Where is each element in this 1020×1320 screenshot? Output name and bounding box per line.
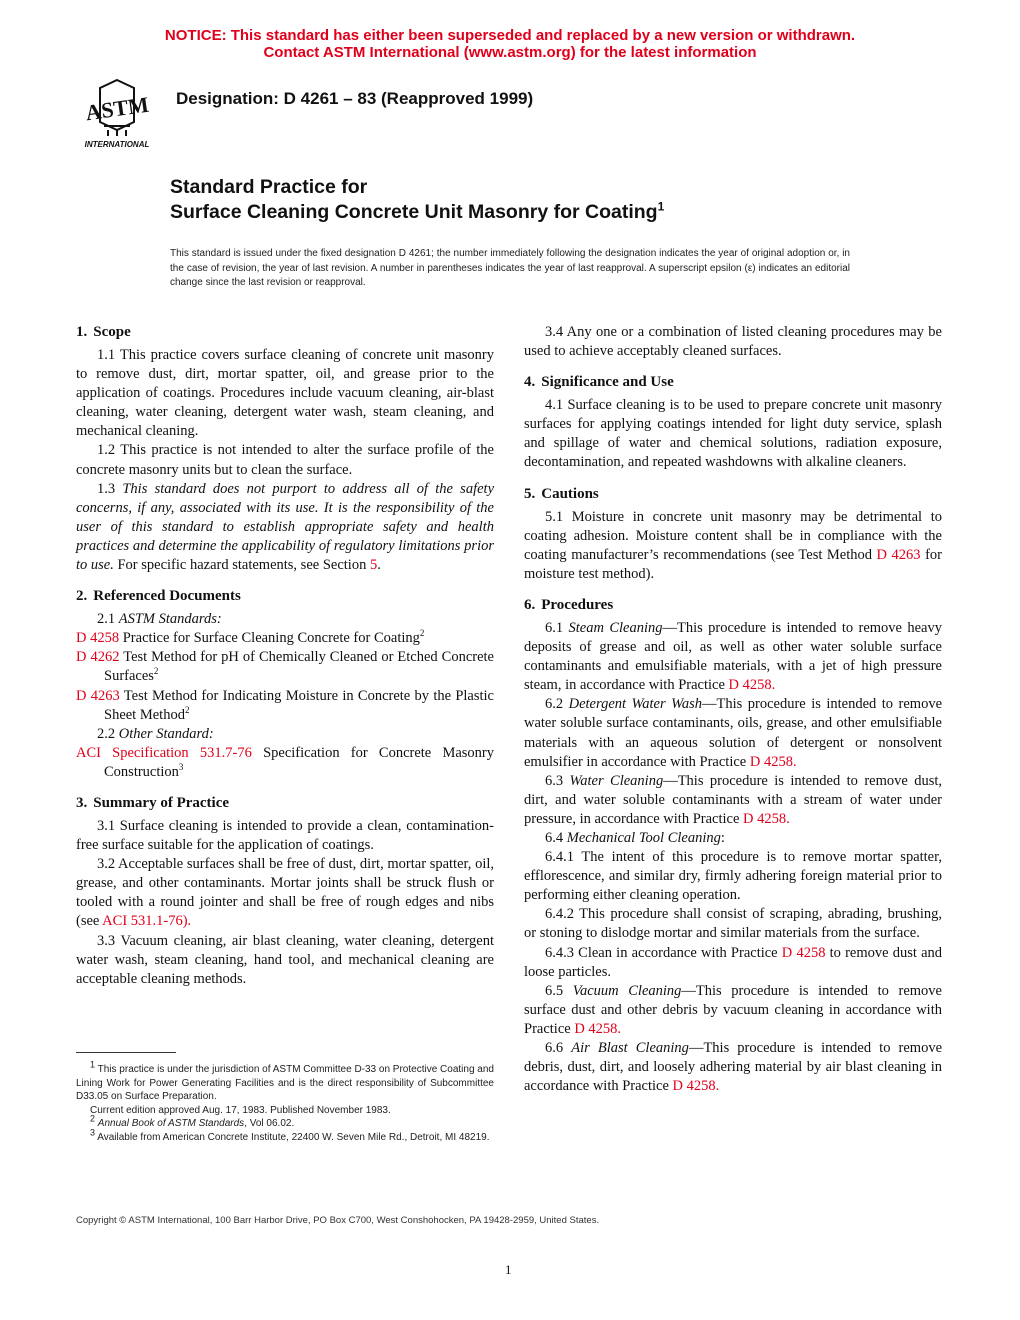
copyright: Copyright © ASTM International, 100 Barr Harbor Drive, PO Box C700, West Conshohocken, PA 19428-2959, United States. xyxy=(76,1215,600,1226)
para-6-3: 6.3 Water Cleaning—This procedure is intended to remove dust, dirt, and water soluble contaminants with a stream of water under pressure, in accordance with Practice D 4258. xyxy=(524,772,942,827)
withdrawal-notice xyxy=(0,27,1020,61)
section-5-heading: 5. Cautions xyxy=(524,485,599,502)
para-2-1: 2.1 ASTM Standards: xyxy=(97,611,222,628)
d4258-link-6-3[interactable]: D 4258. xyxy=(743,810,790,827)
notice-line-2: Contact ASTM International (www.astm.org) for the latest information xyxy=(263,44,757,61)
para-2-2: 2.2 Other Standard: xyxy=(97,725,214,742)
aci-531-link[interactable]: ACI 531.1-76). xyxy=(102,913,192,930)
ref-d4262-link[interactable]: D 4262 xyxy=(76,649,120,666)
para-1-2: 1.2 This practice is not intended to alter the surface profile of the concrete masonry units but to clean the surface. xyxy=(76,442,494,478)
section-1-heading: 1. Scope xyxy=(76,324,131,340)
para-6-6: 6.6 Air Blast Cleaning—This procedure is intended to remove debris, dust, dirt, and loosely adhering material by air blast cleaning in accordance with Practice D 4258. xyxy=(524,1040,943,1095)
title-footnote-mark: 1 xyxy=(657,199,665,214)
section-2-heading: 2. Referenced Documents xyxy=(76,588,241,605)
para-6-2: 6.2 Detergent Water Wash—This procedure is intended to remove water soluble surface contaminants, oils, grease, and other emulsifiable materials with an aqueous solution of detergent or nonsolvent emulsifier in accordance with Practice D 4258. xyxy=(524,696,943,770)
ref-aci-link[interactable]: ACI Specification 531.7-76 xyxy=(76,744,252,761)
title-line-2: Surface Cleaning Concrete Unit Masonry for Coating$^1$ xyxy=(170,199,665,223)
d4258-link-6-6[interactable]: D 4258. xyxy=(672,1078,720,1095)
d4258-link-6-1[interactable]: D 4258. xyxy=(728,677,776,694)
ref-d4263-link[interactable]: D 4263 xyxy=(76,687,120,704)
issuance-note: This standard is issued under the fixed designation D 4261; the number immediately following the designation indicates the year of original adoption or, in the case of revision, the year of last revision. A number in parentheses indicates the year of last reapproval. A superscript epsilon (ε) indicates an editorial change since the last revision or reapproval. xyxy=(170,248,850,288)
notice-line-1: NOTICE: This standard has either been superseded and replaced by a new version or withdrawn. xyxy=(164,27,856,44)
ref-d4262: D 4262 Test Method for pH of Chemically Cleaned or Etched Concrete Surfaces$^2$ xyxy=(76,649,494,685)
para-3-3: 3.3 Vacuum cleaning, air blast cleaning, water cleaning, detergent water wash, steam cleaning, hand tool, and mechanical cleaning are acceptable cleaning methods. xyxy=(76,932,494,987)
title-line-1: Standard Practice for xyxy=(170,176,368,198)
ref-d4263: D 4263 Test Method for Indicating Moisture in Concrete by the Plastic Sheet Method$^2$ xyxy=(76,687,494,723)
astm-logo xyxy=(74,78,160,150)
section-6-heading: 6. Procedures xyxy=(524,596,614,613)
footnotes xyxy=(76,1059,494,1144)
page-number: 1 xyxy=(505,1262,512,1277)
footnote-3: $^3$ Available from American Concrete Institute, 22400 W. Seven Mile Rd., Detroit, MI 48219. xyxy=(90,1127,490,1143)
para-6-4-3: 6.4.3 Clean in accordance with Practice D 4258 to remove dust and loose particles. xyxy=(524,944,943,980)
para-6-4: 6.4 Mechanical Tool Cleaning: xyxy=(545,829,725,846)
footnote-divider xyxy=(76,1052,176,1053)
para-6-4-1: 6.4.1 The intent of this procedure is to remove mortar spatter, efflorescence, and similar dry, firmly adhering foreign material prior to performing either cleaning operation. xyxy=(524,849,942,904)
d4258-link-6-5[interactable]: D 4258. xyxy=(574,1020,622,1037)
ref-d4258-link[interactable]: D 4258 xyxy=(76,630,120,647)
section-3-heading: 3. Summary of Practice xyxy=(76,794,230,811)
para-1-3: 1.3 This standard does not purport to address all of the safety concerns, if any, associated with its use. It is the responsibility of the user of this standard to establish appropriate safety and health practices and determine the applicability of regulatory limitations prior to use. For specific hazard statements, see Section 5. xyxy=(76,480,494,574)
footnote-1-edition: Current edition approved Aug. 17, 1983. Published November 1983. xyxy=(90,1104,391,1116)
d4258-link-6-2[interactable]: D 4258. xyxy=(749,753,797,770)
section-5-link[interactable]: 5 xyxy=(369,557,378,574)
d4258-link-6-4-3[interactable]: D 4258 xyxy=(781,944,826,961)
para-6-5: 6.5 Vacuum Cleaning—This procedure is intended to remove surface dust and other debris by vacuum cleaning in accordance with Practice D 4258. xyxy=(524,982,942,1037)
para-6-1: 6.1 Steam Cleaning—This procedure is intended to remove heavy deposits of grease and oil, as well as other water soluble surface contaminants and emulsifiable materials, with a jet of high pressure steam, in accordance with Practice D 4258. xyxy=(524,619,942,694)
section-4-heading: 4. Significance and Use xyxy=(524,374,674,391)
ref-aci: ACI Specification 531.7-76 Specification for Concrete Masonry Construction$^3$ xyxy=(76,744,495,780)
para-1-1: 1.1 This practice covers surface cleaning of concrete unit masonry to remove dust, dirt, mortar spatter, oil, and grease prior to the application of coatings. Procedures include vacuum cleaning, air-blast cleaning, water cleaning, detergent water wash, steam cleaning, and mechanical cleaning. xyxy=(76,347,494,440)
d4263-link[interactable]: D 4263 xyxy=(876,546,921,563)
footnote-1: $^1$ This practice is under the jurisdiction of ASTM Committee D-33 on Protective Coating and Lining Work for Power Generating Facilities and is the direct responsibility of Subcommittee D33.05 on Surface Preparation. xyxy=(76,1059,494,1102)
left-column xyxy=(76,323,494,989)
para-4-1: 4.1 Surface cleaning is to be used to prepare concrete unit masonry surfaces for applying coatings intended for light duty service, splash and spillage of water and chemical solutions, radiation exposure, decontamination, and repeated washdowns with alkaline cleaners. xyxy=(524,397,942,471)
ref-d4258: D 4258 Practice for Surface Cleaning Concrete for Coating$^2$ xyxy=(76,628,425,647)
right-column xyxy=(524,323,942,1096)
para-3-4: 3.4 Any one or a combination of listed cleaning procedures may be used to achieve acceptably cleaned surfaces. xyxy=(524,324,942,360)
logo-letters: ASTM xyxy=(83,91,151,126)
para-3-1: 3.1 Surface cleaning is intended to provide a clean, contamination-free surface suitable for the application of coatings. xyxy=(76,817,494,854)
designation: Designation: D 4261 – 83 (Reapproved 1999) xyxy=(176,89,534,108)
para-5-1: 5.1 Moisture in concrete unit masonry may be detrimental to coating adhesion. Moisture content shall be in compliance with the coating manufacturer’s recommendations (see Test Method D 4263 for moisture test method). xyxy=(524,508,942,582)
footnote-2: $^2$ Annual Book of ASTM Standards, Vol 06.02. xyxy=(90,1113,295,1129)
document-title xyxy=(170,175,664,225)
logo-international: INTERNATIONAL xyxy=(84,140,150,149)
para-6-4-2: 6.4.2 This procedure shall consist of scraping, abrading, brushing, or stoning to dislodge mortar and similar materials from the surface. xyxy=(524,906,942,942)
para-3-2: 3.2 Acceptable surfaces shall be free of dust, dirt, mortar spatter, oil, grease, and other contaminants. Mortar joints shall be struck flush or tooled with a round jointer and shall be free of rough edges and nibs (see ACI 531.1-76). xyxy=(76,856,494,930)
